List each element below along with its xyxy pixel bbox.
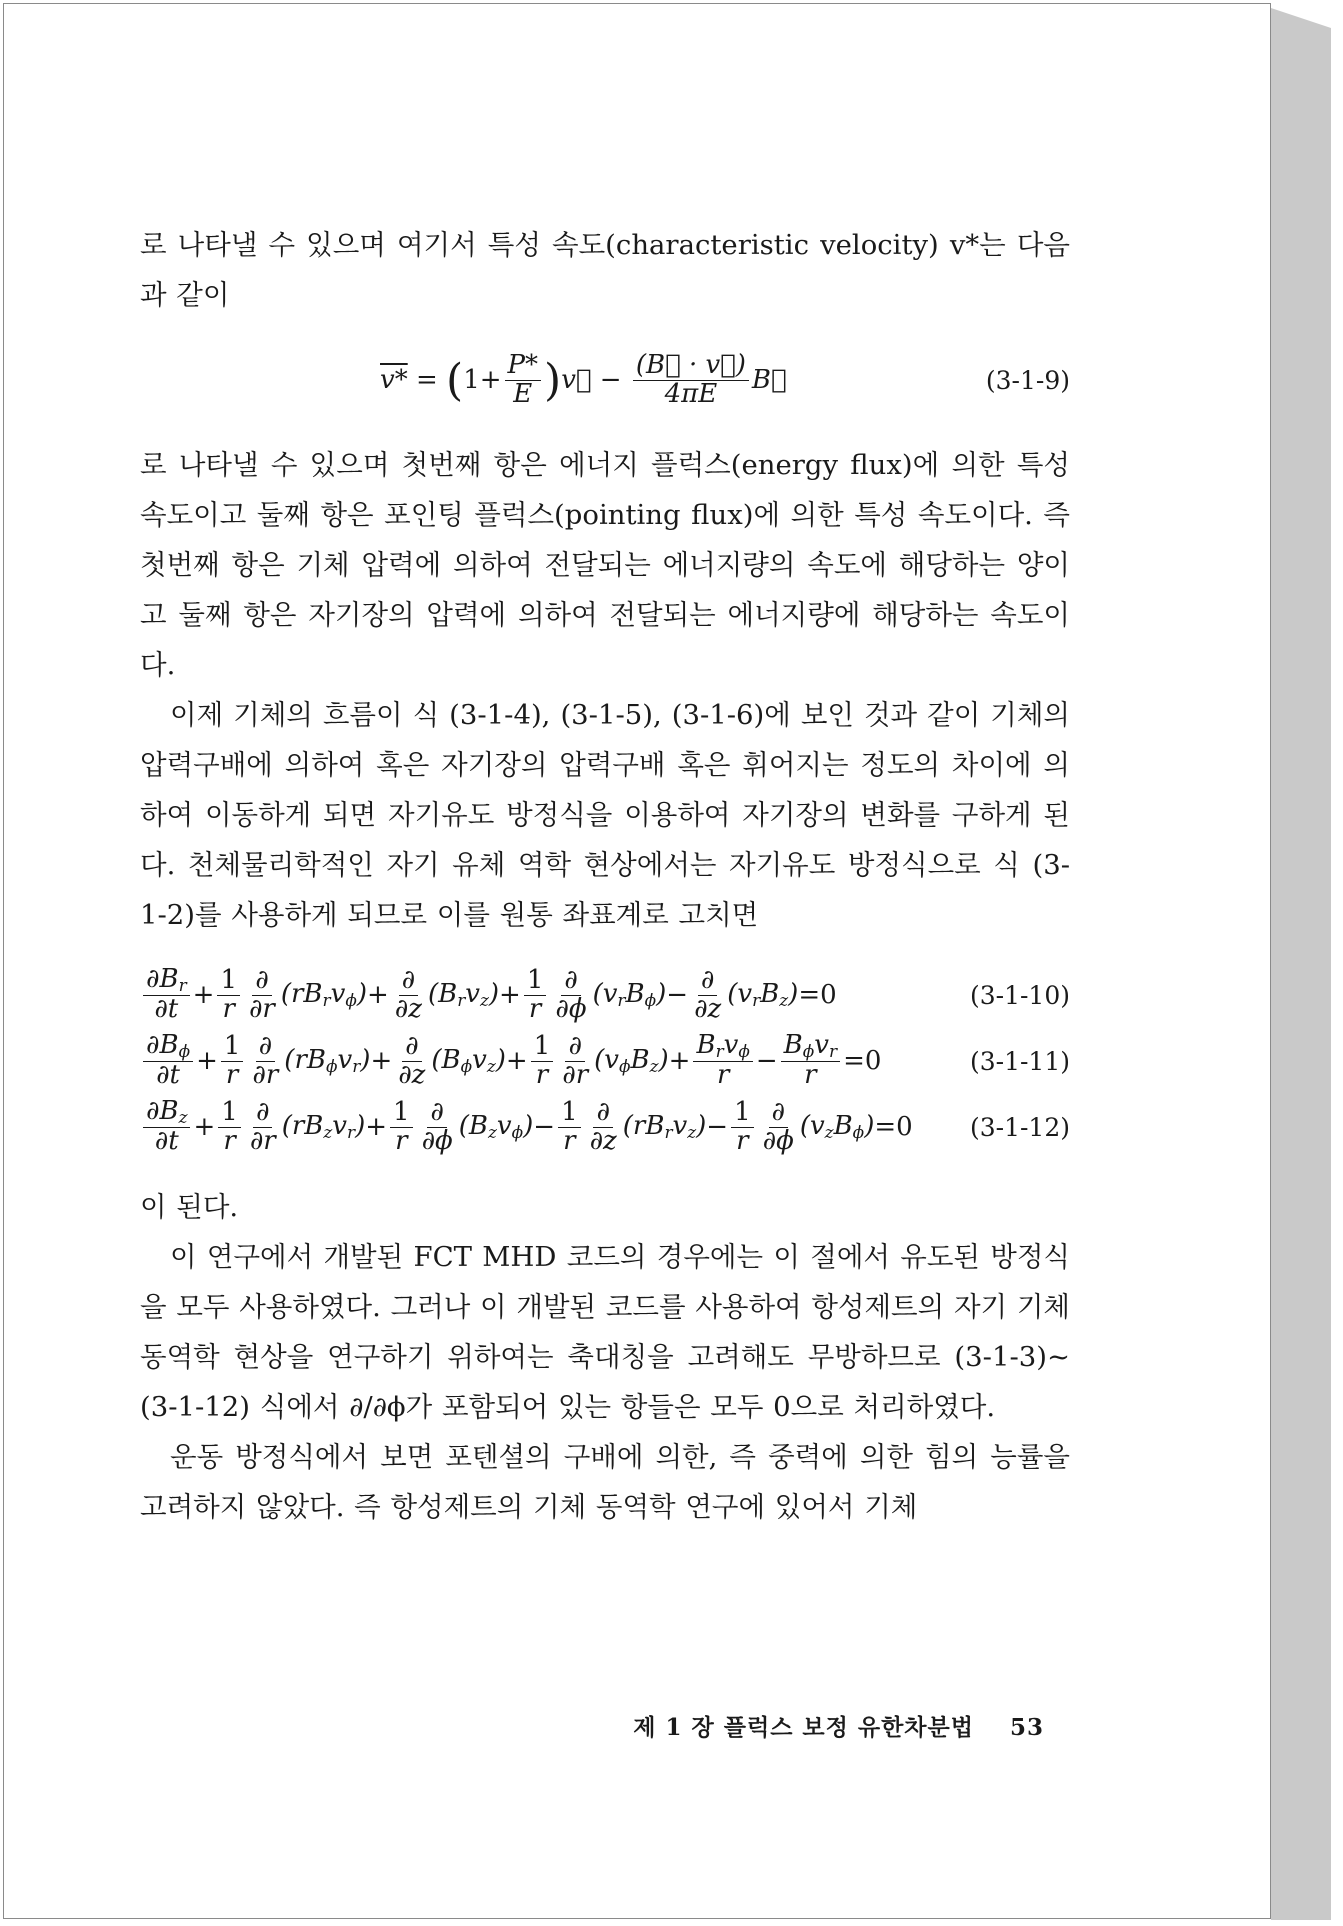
equation-number: (3-1-11): [969, 1046, 1070, 1076]
page-number: 53: [1009, 1714, 1044, 1741]
paragraph-1: 로 나타낼 수 있으며 여기서 특성 속도(characteristic velocity) v*는 다음과 같이: [140, 229, 1070, 311]
page-footer: [624, 1709, 1044, 1742]
equation-3-1-10: $\frac{\partial B_r}{\partial t}$ + $\frac{1}{r}$ $\frac{\partial}{\partial r}$ $(rB_rv_\phi)$ + $\frac{\partial}{\partial z}$ $(B_rv_z)$ + $\frac{1}{r}$ $\frac{\partial}{\partial\phi}$ $(v_rB_\phi)$ − $\frac{\partial}{\partial z}$ $(v_rB_z)$ =0 (3-1-10): [140, 962, 1070, 1028]
paragraph-5: 이 연구에서 개발된 FCT MHD 코드의 경우에는 이 절에서 유도된 방정식을 모두 사용하였다. 그러나 이 개발된 코드를 사용하여 항성제트의 자기 기체 동역학 현상을 연구하기 위하여는 축대칭을 고려해도 무방하므로 (3-1-3)~(3-1-12) 식에서 ∂/∂ϕ가 포함되어 있는 항들은 모두 0으로 처리하였다.: [140, 1241, 1070, 1423]
paragraph-6: 운동 방정식에서 보면 포텐셜의 구배에 의한, 즉 중력에 의한 힘의 능률을 고려하지 않았다. 즉 항성제트의 기체 동역학 연구에 있어서 기체: [140, 1441, 1070, 1523]
equation-3-1-12: $\frac{\partial B_z}{\partial t}$ + $\frac{1}{r}$ $\frac{\partial}{\partial r}$ $(rB_zv_r)$ + $\frac{1}{r}$ $\frac{\partial}{\partial\phi}$ $(B_zv_\phi)$ − $\frac{1}{r}$ $\frac{\partial}{\partial z}$ $(rB_rv_z)$ − $\frac{1}{r}$ $\frac{\partial}{\partial\phi}$ $(v_zB_\phi)$ =0 (3-1-12): [140, 1094, 1070, 1160]
paragraph-3: 이제 기체의 흐름이 식 (3-1-4), (3-1-5), (3-1-6)에 보인 것과 같이 기체의 압력구배에 의하여 혹은 자기장의 압력구배 혹은 휘어지는 정도의 차이에 의하여 이동하게 되면 자기유도 방정식을 이용하여 자기장의 변화를 구하게 된다. 천체물리학적인 자기 유체 역학 현상에서는 자기유도 방정식으로 식 (3-1-2)를 사용하게 되므로 이를 원통 좌표계로 고치면: [140, 699, 1070, 931]
equation-3-1-9: [140, 320, 1070, 440]
book-page: [3, 3, 1271, 1919]
paragraph-2: 로 나타낼 수 있으며 첫번째 항은 에너지 플럭스(energy flux)에 의한 특성 속도이고 둘째 항은 포인팅 플럭스(pointing flux)에 의한 특성 속도이다. 즉 첫번째 항은 기체 압력에 의하여 전달되는 에너지량의 속도에 해당하는 양이고 둘째 항은 자기장의 압력에 의하여 전달되는 에너지량에 해당하는 속도이다.: [140, 449, 1070, 681]
page-edge-shadow: [1271, 8, 1331, 1920]
equation-number: (3-1-12): [969, 1112, 1070, 1142]
equation-3-1-11: $\frac{\partial B_\phi}{\partial t}$ + $\frac{1}{r}$ $\frac{\partial}{\partial r}$ $(rB_\phi v_r)$ + $\frac{\partial}{\partial z}$ $(B_\phi v_z)$ + $\frac{1}{r}$ $\frac{\partial}{\partial r}$ $(v_\phi B_z)$ + $\frac{B_rv_\phi}{r}$ − $\frac{B_\phi v_r}{r}$ =0 (3-1-11): [140, 1028, 1070, 1094]
equation-number: (3-1-10): [969, 980, 1070, 1010]
running-title: 제 1 장 플럭스 보정 유한차분법: [633, 1714, 974, 1741]
paragraph-4: 이 된다.: [140, 1191, 239, 1223]
page-content: [140, 220, 1070, 1532]
equation-body: v* = ( 1+ $\frac{P*}{E}$ ) v⃗ − $\frac{(B⃗ \cdot v⃗)}{4\pi E}$ B⃗: [380, 350, 787, 409]
induction-equations: [140, 962, 1070, 1160]
equation-number: (3-1-9): [985, 365, 1070, 395]
